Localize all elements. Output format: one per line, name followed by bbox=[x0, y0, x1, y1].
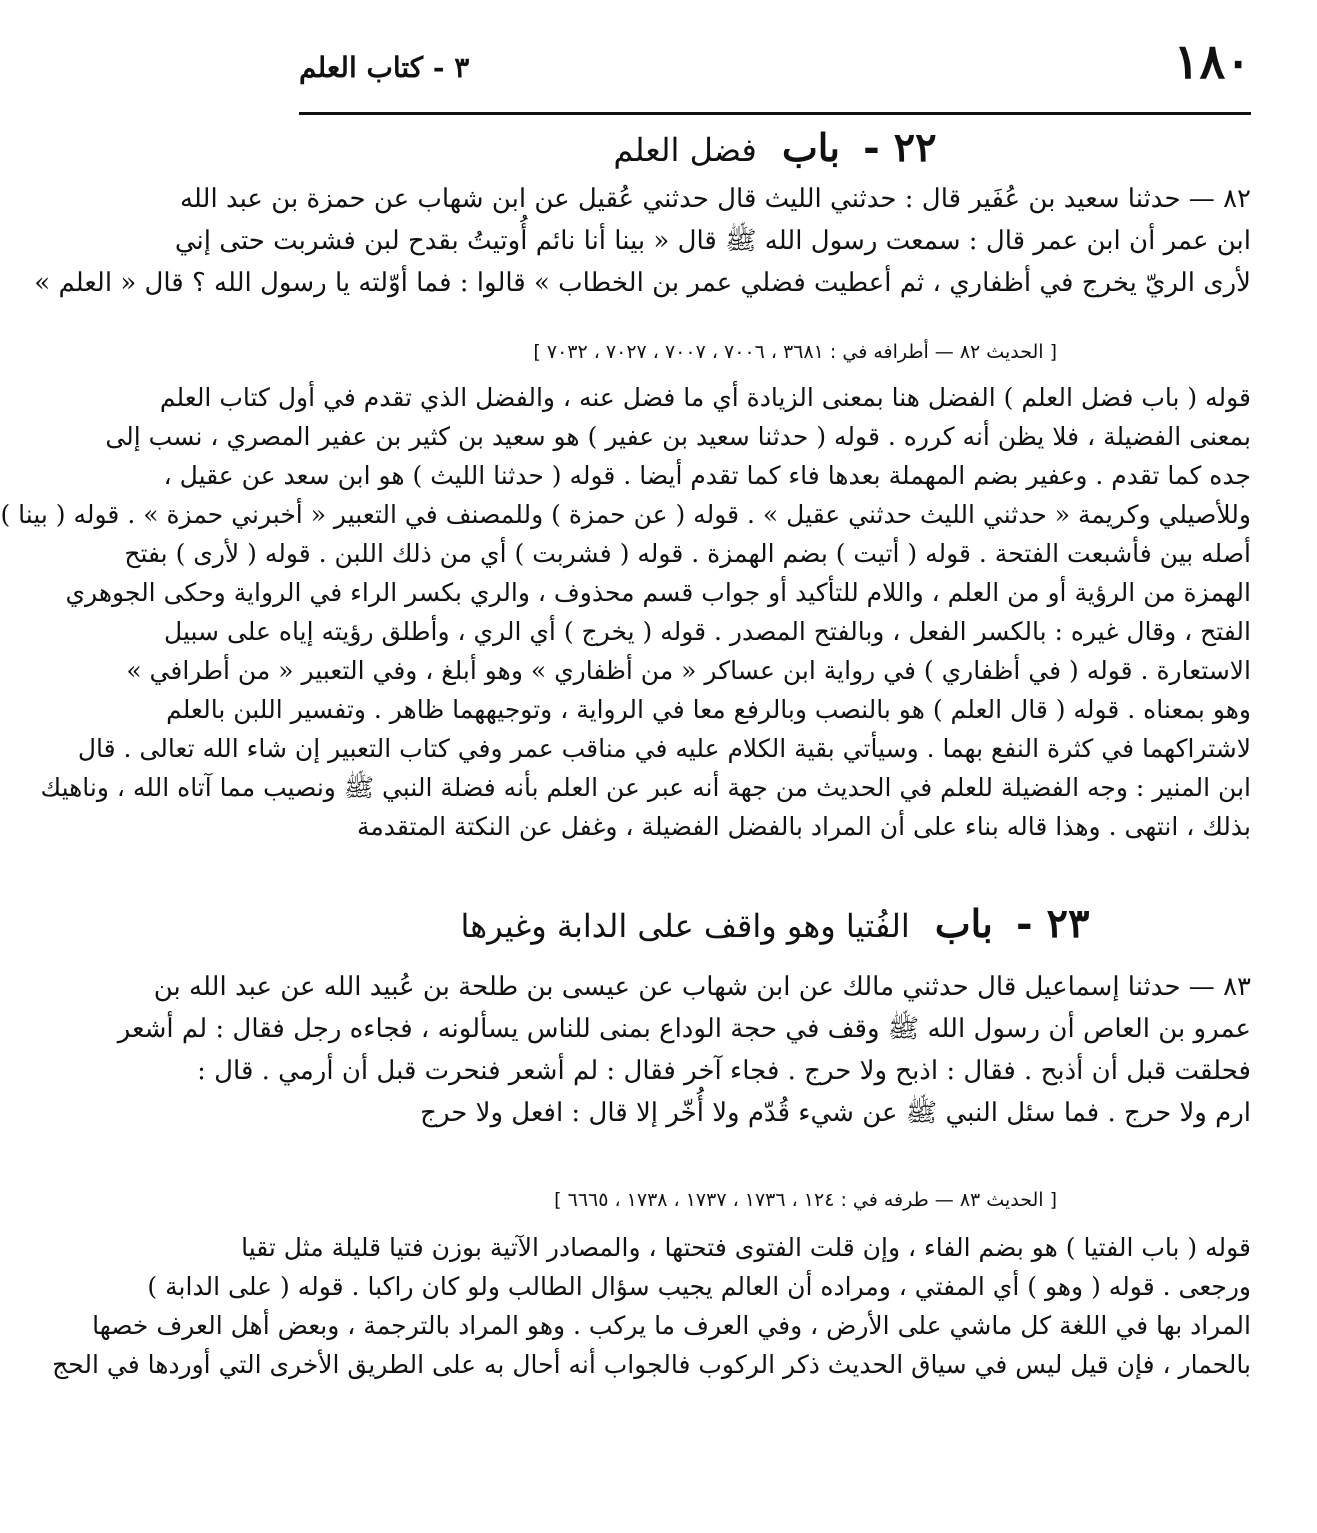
commentary-line: جده كما تقدم . وعفير بضم المهملة بعدها فاء كما تقدم أيضا . قوله ( حدثنا الليث ) هو ابن سعد عن عقيل ، bbox=[163, 461, 1251, 490]
commentary-line: ابن المنير : وجه الفضيلة للعلم في الحديث من جهة أنه عبر عن العلم بأنه فضلة النبي ﷺ ونصيب مما آتاه الله ، وناهيك bbox=[40, 773, 1251, 802]
commentary-line: وهو بمعناه . قوله ( قال العلم ) هو بالنصب وبالرفع معا في الرواية ، وتوجيههما ظاهر . وتفسير اللبن بالعلم bbox=[166, 695, 1251, 724]
commentary-line: المراد بها في اللغة كل ماشي على الأرض ، وفي العرف ما يركب . وهو المراد بالترجمة ، وبعض أهل العرف خصها bbox=[92, 1311, 1251, 1340]
hadith-line: لأرى الريّ يخرج في أظفاري ، ثم أعطيت فضلي عمر بن الخطاب » قالوا : فما أوّلته يا رسول الله ؟ قال « العلم » bbox=[34, 268, 1251, 298]
chapter-bab-label: باب bbox=[934, 901, 993, 946]
hadith-line: ٨٢ — حدثنا سعيد بن عُفَير قال : حدثني الليث قال حدثني عُقيل عن ابن شهاب عن حمزة بن عبد الله bbox=[179, 184, 1251, 214]
commentary-line: أصله بين فأشبعت الفتحة . قوله ( أتيت ) بضم الهمزة . قوله ( فشربت ) أي من ذلك اللبن . قوله ( لأرى ) بفتح bbox=[124, 539, 1251, 568]
page-number: ١٨٠ bbox=[1173, 34, 1251, 90]
commentary-line: وللأصيلي وكريمة « حدثني الليث حدثني عقيل » . قوله ( عن حمزة ) وللمصنف في التعبير « أخبرني حمزة » . قوله ( بينا ) bbox=[0, 500, 1251, 529]
hadith-line: ابن عمر أن ابن عمر قال : سمعت رسول الله ﷺ قال « بينا أنا نائم أُوتيتُ بقدح لبن فشربت حتى إني bbox=[174, 226, 1251, 256]
chapter-22-heading bbox=[299, 126, 1251, 172]
commentary-line: قوله ( باب فضل العلم ) الفضل هنا بمعنى الزيادة أي ما فضل عنه ، والفضل الذي تقدم في أول كتاب العلم bbox=[159, 383, 1251, 412]
hadith-line: ارم ولا حرج . فما سئل النبي ﷺ عن شيء قُدّم ولا أُخّر إلا قال : افعل ولا حرج bbox=[420, 1098, 1251, 1128]
chapter-title: الفُتيا وهو واقف على الدابة وغيرها bbox=[460, 907, 910, 945]
commentary-line: لاشتراكهما في كثرة النفع بهما . وسيأتي بقية الكلام عليه في مناقب عمر وفي كتاب التعبير إن شاء الله تعالى . قال bbox=[77, 734, 1251, 763]
commentary-line: قوله ( باب الفتيا ) هو بضم الفاء ، وإن قلت الفتوى فتحتها ، والمصادر الآتية بوزن فتيا قليلة مثل تقيا bbox=[241, 1233, 1251, 1262]
chapter-23-heading bbox=[299, 902, 1251, 948]
chapter-number: ٢٢ - bbox=[863, 124, 937, 171]
commentary-line: الهمزة من الرؤية أو من العلم ، واللام للتأكيد أو جواب قسم محذوف ، والري بكسر الراء في الرواية وحكى الجوهري bbox=[65, 578, 1251, 607]
chapter-number: ٢٣ - bbox=[1015, 900, 1090, 947]
chapter-title: فضل العلم bbox=[613, 131, 757, 169]
header-rule bbox=[299, 112, 1251, 115]
hadith-line: ٨٣ — حدثنا إسماعيل قال حدثني مالك عن ابن شهاب عن عيسى بن طلحة بن عُبيد الله عن عبد الله بن bbox=[153, 972, 1251, 1002]
running-head bbox=[299, 32, 1251, 102]
commentary-line: بالحمار ، فإن قيل ليس في سياق الحديث ذكر الركوب فالجواب أنه أحال به على الطريق الأخرى التي أوردها في الحج bbox=[52, 1350, 1251, 1379]
hadith-83-text bbox=[117, 966, 1251, 1134]
hadith-82-text bbox=[34, 178, 1251, 304]
hadith-line: عمرو بن العاص أن رسول الله ﷺ وقف في حجة الوداع بمنى للناس يسألونه ، فجاءه رجل فقال : لم أشعر bbox=[117, 1014, 1251, 1044]
commentary-83 bbox=[52, 1228, 1251, 1384]
commentary-line: بذلك ، انتهى . وهذا قاله بناء على أن المراد بالفضل الفضيلة ، وغفل عن النكتة المتقدمة bbox=[356, 812, 1251, 841]
book-title: ٣ - كتاب العلم bbox=[299, 51, 470, 84]
commentary-line: الاستعارة . قوله ( في أظفاري ) في رواية ابن عساكر « من أظفاري » وهو أبلغ ، وفي التعبير « من أطرافي » bbox=[126, 656, 1251, 685]
chapter-bab-label: باب bbox=[781, 125, 840, 170]
hadith-83-references: [ الحديث ٨٣ — طرفه في : ١٢٤ ، ١٧٣٦ ، ١٧٣٧ ، ١٧٣٨ ، ٦٦٦٥ ] bbox=[554, 1189, 1057, 1211]
hadith-line: فحلقت قبل أن أذبح . فقال : اذبح ولا حرج . فجاء آخر فقال : لم أشعر فنحرت قبل أن أرمي . قال : bbox=[197, 1056, 1251, 1086]
commentary-line: الفتح ، وقال غيره : بالكسر الفعل ، وبالفتح المصدر . قوله ( يخرج ) أي الري ، وأطلق رؤيته إياه على سبيل bbox=[164, 617, 1251, 646]
commentary-82 bbox=[0, 378, 1251, 846]
commentary-line: بمعنى الفضيلة ، فلا يظن أنه كرره . قوله ( حدثنا سعيد بن عفير ) هو سعيد بن كثير بن عفير المصري ، نسب إلى bbox=[105, 422, 1251, 451]
commentary-line: ورجعى . قوله ( وهو ) أي المفتي ، ومراده أن العالم يجيب سؤال الطالب ولو كان راكبا . قوله ( على الدابة ) bbox=[147, 1272, 1251, 1301]
hadith-82-references: [ الحديث ٨٢ — أطرافه في : ٣٦٨١ ، ٧٠٠٦ ، ٧٠٠٧ ، ٧٠٢٧ ، ٧٠٣٢ ] bbox=[533, 341, 1057, 363]
